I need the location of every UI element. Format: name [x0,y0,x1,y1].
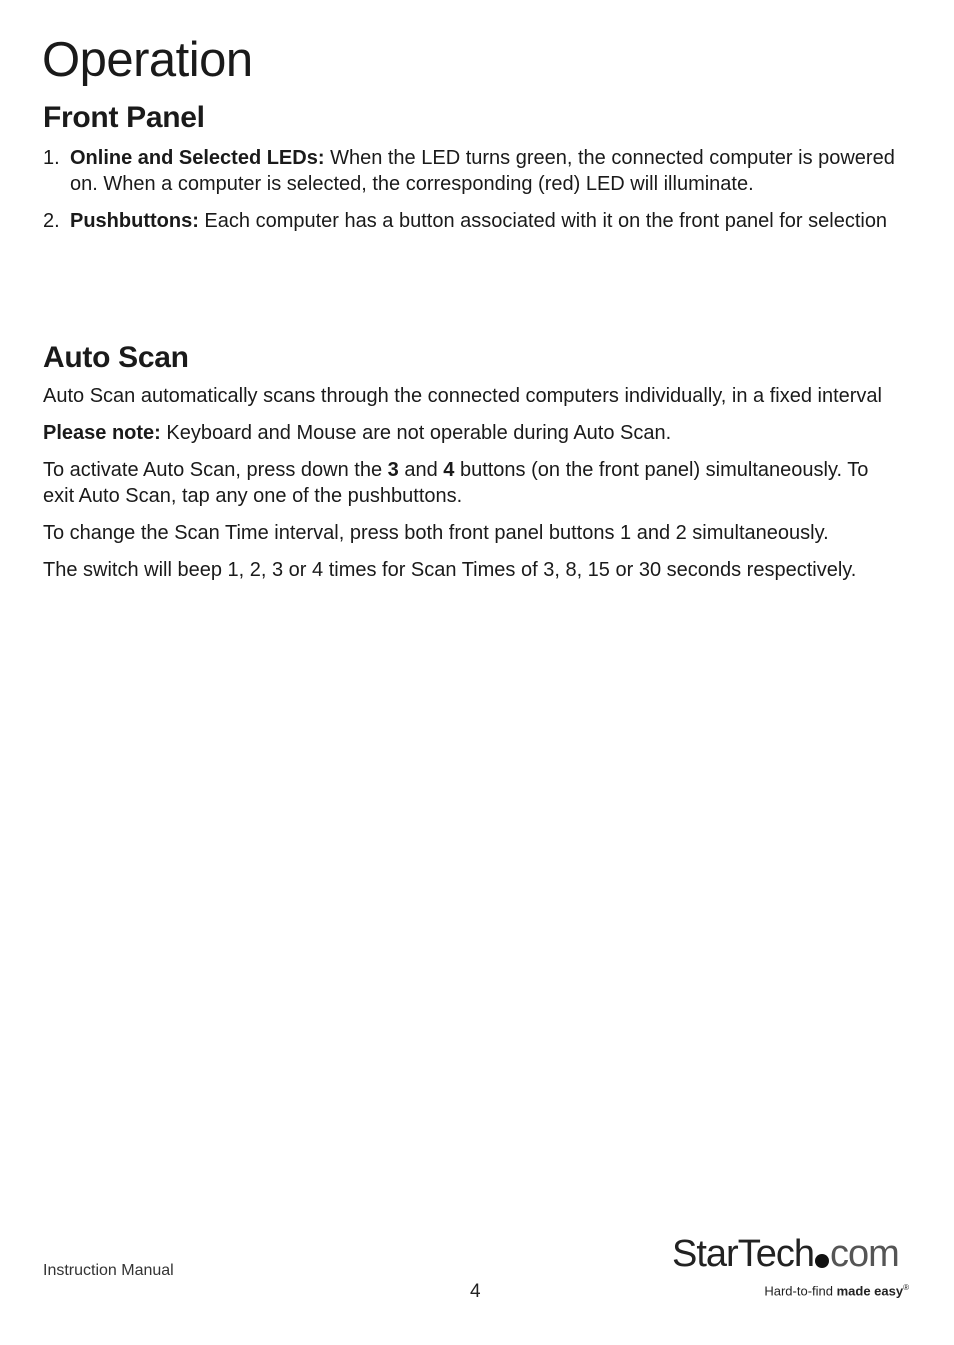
activate-part2: and [398,459,444,481]
page-title: Operation [42,33,253,87]
list-item-label: Pushbuttons: [70,210,199,232]
registered-mark: ® [903,1283,909,1292]
list-item-label: Online and Selected LEDs: [70,147,325,169]
list-item-number: 1. [43,147,60,169]
activate-part3: buttons (on the front panel) simultaneously. To exit Auto Scan, tap any one of the pushbuttons. [43,459,869,507]
front-panel-heading: Front Panel [43,101,205,134]
auto-scan-activate [43,457,903,509]
front-panel-list [43,145,913,245]
auto-scan-beep: The switch will beep 1, 2, 3 or 4 times for Scan Times of 3, 8, 15 or 30 seconds respectively. [43,559,857,581]
brand-dot-icon [815,1254,829,1268]
auto-scan-body [43,383,903,594]
brand-domain: com [829,1233,899,1275]
list-item-text: Each computer has a button associated with it on the front panel for selection [198,210,888,232]
list-item-text: When the LED turns green, the connected computer is powered on. When a computer is selected, the corresponding (red) LED will illuminate. [70,147,895,195]
list-item [43,208,913,234]
brand-name: StarTech [672,1233,814,1275]
auto-scan-note [43,420,903,446]
brand-tagline [764,1283,909,1298]
tagline-part2: made easy [836,1283,904,1299]
auto-scan-intro: Auto Scan automatically scans through the connected computers individually, in a fixed interval [43,385,882,407]
footer-manual-label: Instruction Manual [43,1262,174,1279]
list-item-number: 2. [43,210,60,232]
activate-part1: To activate Auto Scan, press down the [43,459,388,481]
page-number: 4 [470,1281,481,1302]
tagline-part1: Hard-to-find [764,1283,837,1299]
auto-scan-change-interval: To change the Scan Time interval, press both front panel buttons 1 and 2 simultaneously. [43,522,829,544]
brand-wordmark [672,1232,899,1276]
list-item [43,145,913,197]
note-text: Keyboard and Mouse are not operable during Auto Scan. [160,422,672,444]
activate-key1: 3 [387,459,399,481]
activate-key2: 4 [443,459,455,481]
brand-logo [670,1232,915,1302]
note-label: Please note: [43,422,161,444]
auto-scan-heading: Auto Scan [43,341,189,374]
